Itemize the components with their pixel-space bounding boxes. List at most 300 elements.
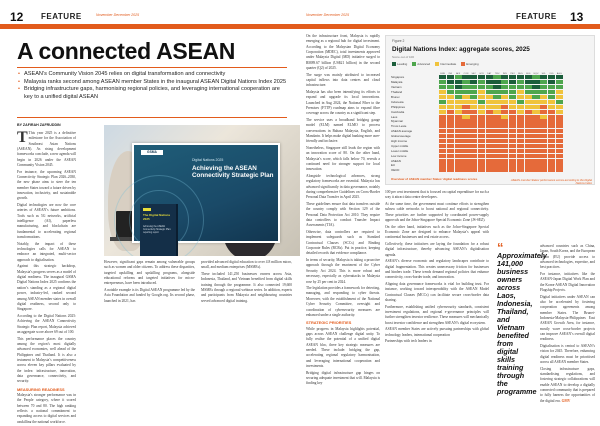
heatmap-cell bbox=[525, 80, 532, 84]
heatmap-cell bbox=[532, 80, 539, 84]
heatmap-cell bbox=[540, 154, 547, 158]
paragraph: Closing infrastructure gaps, standardising regulations, and fostering strategic collaborations will enable ASEAN to develop a digitally connected community that is prepared to fully harness the opportunities of the digital era. bbox=[540, 366, 595, 403]
heatmap-cell bbox=[525, 95, 532, 99]
heatmap-cell bbox=[462, 100, 469, 104]
heatmap-cell bbox=[548, 90, 555, 94]
heatmap-cell bbox=[470, 85, 477, 89]
heatmap-cell bbox=[517, 90, 524, 94]
heatmap-cell bbox=[501, 163, 508, 167]
heatmap-row bbox=[391, 163, 591, 168]
heatmap-column-label: DIG bbox=[549, 73, 554, 75]
heatmap-cell bbox=[540, 144, 547, 148]
heatmap-row bbox=[391, 119, 591, 124]
heatmap-cell bbox=[478, 75, 485, 79]
heatmap-cell bbox=[556, 95, 563, 99]
heatmap-cell bbox=[493, 163, 500, 167]
heatmap-cell bbox=[548, 115, 555, 119]
heatmap-cell bbox=[517, 139, 524, 143]
heatmap-cell bbox=[501, 105, 508, 109]
heatmap-row bbox=[391, 134, 591, 139]
heatmap-row bbox=[391, 129, 591, 134]
heatmap-row-label: Indonesia bbox=[391, 99, 404, 104]
heatmap-cell bbox=[532, 75, 539, 79]
heatmap-cell bbox=[525, 75, 532, 79]
heatmap-cell bbox=[462, 154, 469, 158]
paragraph: ASEAN’s diverse economic and regulatory landscapes contribute to digital fragmentation. This creates unnecessary friction for businesses and hinders trade. These trends demand regional policies that enhance connectivity, cross-border trade, and innovation. bbox=[385, 259, 489, 280]
heatmap-cell bbox=[532, 115, 539, 119]
heatmap-cell bbox=[556, 129, 563, 133]
heatmap-cell bbox=[439, 129, 446, 133]
heatmap-cell bbox=[509, 90, 516, 94]
heatmap-cell bbox=[439, 100, 446, 104]
heatmap-row bbox=[391, 104, 591, 109]
heatmap-cell bbox=[509, 134, 516, 138]
heatmap-cell bbox=[556, 85, 563, 89]
heatmap-cell bbox=[532, 110, 539, 114]
heatmap-cell bbox=[486, 105, 493, 109]
heatmap-cell bbox=[439, 95, 446, 99]
heatmap-column-label: INN bbox=[502, 73, 507, 75]
heatmap-cell bbox=[439, 163, 446, 167]
paragraph: provided advanced digital education to over 4.8 million micro, small, and medium enterprises (MSMEs). bbox=[201, 260, 292, 270]
heatmap-cell bbox=[455, 119, 462, 123]
heatmap-cell bbox=[525, 139, 532, 143]
paragraph: The legislation provides a framework for detecting, managing, and responding to cyber threats. Moreover, with the establishment of the National Cyber Security Committee, oversight and coordination of cybersecurity measures are enhanced under a single authority. bbox=[306, 286, 380, 317]
heatmap-cell bbox=[556, 139, 563, 143]
heatmap-cell bbox=[470, 95, 477, 99]
heatmap-cell bbox=[525, 90, 532, 94]
heatmap-cell bbox=[486, 124, 493, 128]
heatmap-cell bbox=[486, 100, 493, 104]
heatmap-cell bbox=[447, 80, 454, 84]
heatmap-cell bbox=[493, 115, 500, 119]
heatmap-cell bbox=[548, 110, 555, 114]
heatmap-cell bbox=[548, 85, 555, 89]
heatmap-cell bbox=[548, 159, 555, 163]
heatmap-cell bbox=[486, 159, 493, 163]
heatmap-cell bbox=[548, 95, 555, 99]
heatmap-cell bbox=[493, 134, 500, 138]
heatmap-cell bbox=[548, 105, 555, 109]
paragraph: These guidelines ensure that data transfers outside the country comply with Section 129 of the Personal Data Protection Act 2010. They require data controllers to conduct Transfer Impact Assessments (TIA). bbox=[306, 202, 380, 228]
heatmap-cell bbox=[517, 100, 524, 104]
heatmap-column-label: GOV bbox=[479, 73, 484, 75]
heatmap-cell bbox=[447, 100, 454, 104]
heatmap-cell bbox=[478, 119, 485, 123]
heatmap-cell bbox=[493, 154, 500, 158]
heatmap-cell bbox=[532, 154, 539, 158]
heatmap-cell bbox=[556, 119, 563, 123]
heatmap-cell bbox=[517, 154, 524, 158]
heatmap-column-label: EQU bbox=[533, 73, 539, 75]
heatmap-cell bbox=[548, 139, 555, 143]
heatmap-cell bbox=[556, 100, 563, 104]
heatmap-cell bbox=[532, 100, 539, 104]
heatmap-cell bbox=[532, 119, 539, 123]
heatmap-cell bbox=[501, 85, 508, 89]
heatmap-row-label: Low income bbox=[391, 153, 407, 158]
heatmap-cell bbox=[517, 144, 524, 148]
heatmap-cell bbox=[455, 124, 462, 128]
heatmap-cell bbox=[525, 110, 532, 114]
heatmap-cell bbox=[525, 115, 532, 119]
heatmap-cell bbox=[455, 115, 462, 119]
heatmap-cell bbox=[478, 90, 485, 94]
heatmap-cell bbox=[470, 105, 477, 109]
heatmap-cell bbox=[509, 159, 516, 163]
legend-label: Emerging bbox=[466, 62, 479, 66]
heatmap-cell bbox=[462, 75, 469, 79]
heatmap-cell bbox=[478, 115, 485, 119]
heatmap-row bbox=[391, 90, 591, 95]
heatmap-cell bbox=[540, 80, 547, 84]
legend-swatch bbox=[412, 62, 416, 66]
heatmap-cell bbox=[455, 110, 462, 114]
section-label: FEATURE bbox=[41, 12, 82, 21]
heatmap-cell bbox=[532, 129, 539, 133]
paragraph: On the other hand, initiatives such as the Johor-Singapore Special Economic Zone are designed to enhance Malaysia’s appeal with continental businesses and real estate access. bbox=[385, 224, 489, 240]
heatmap-row bbox=[391, 124, 591, 129]
heatmap-cell bbox=[548, 149, 555, 153]
heatmap-cell bbox=[462, 85, 469, 89]
heatmap-cell bbox=[517, 75, 524, 79]
heatmap-row-label: High income bbox=[391, 139, 408, 144]
heatmap-cell bbox=[517, 95, 524, 99]
page-number: 13 bbox=[570, 10, 584, 24]
paragraph: A notable example is its Digital ASEAN programme led by the Asia Foundation and funded by Google.org. Its second phase, launched in 2021, has bbox=[104, 288, 195, 303]
heatmap-cell bbox=[486, 154, 493, 158]
heatmap-column-label: INF bbox=[448, 73, 453, 75]
heatmap-cell bbox=[470, 159, 477, 163]
body-column-1 bbox=[17, 131, 76, 423]
heatmap-cell bbox=[532, 85, 539, 89]
heatmap-cell bbox=[540, 100, 547, 104]
heatmap-cell bbox=[478, 168, 485, 172]
heatmap-cell bbox=[462, 144, 469, 148]
figure-label: Figure 2 bbox=[392, 39, 405, 43]
heatmap-cell bbox=[501, 129, 508, 133]
heatmap-row-label: Vietnam bbox=[391, 85, 402, 90]
heatmap-cell bbox=[470, 154, 477, 158]
heatmap-cell bbox=[509, 100, 516, 104]
heatmap-cell bbox=[439, 110, 446, 114]
key-points bbox=[17, 67, 287, 118]
heatmap-cell bbox=[493, 95, 500, 99]
heatmap-cell bbox=[509, 80, 516, 84]
heatmap-cell bbox=[447, 159, 454, 163]
heatmap-row-label: Myanmar bbox=[391, 119, 404, 124]
heatmap-cell bbox=[509, 149, 516, 153]
heatmap-cell bbox=[462, 134, 469, 138]
figure-legend bbox=[392, 62, 479, 66]
heatmap-cell bbox=[532, 144, 539, 148]
heatmap-row-label: Upper middle bbox=[391, 143, 409, 148]
body-column-2 bbox=[104, 260, 195, 422]
heatmap-cell bbox=[509, 85, 516, 89]
heatmap-column-label: BUS bbox=[518, 73, 523, 75]
heatmap-cell bbox=[486, 144, 493, 148]
heatmap-cell bbox=[470, 168, 477, 172]
heatmap-cell bbox=[540, 163, 547, 167]
paragraph: advanced countries such as China, Japan, South Korea, and the European Union (EU) provide access to advanced technologies, expertise, and best practices. bbox=[540, 244, 595, 270]
heatmap-cell bbox=[540, 134, 547, 138]
heatmap-cell bbox=[517, 119, 524, 123]
heatmap-cell bbox=[478, 139, 485, 143]
paragraph: Otherwise, data controllers are required to implement safeguards such as Standard Contractual Clauses (SCCs) and Binding Corporate Rules (BCRs). Put in practice, keeping detailed records that evidence compliance. bbox=[306, 230, 380, 256]
heatmap-cell bbox=[493, 168, 500, 172]
heatmap-cell bbox=[517, 105, 524, 109]
heatmap-cell bbox=[509, 95, 516, 99]
heatmap-row bbox=[391, 85, 591, 90]
heatmap-cell bbox=[455, 144, 462, 148]
paragraph: Partnerships with tech leaders in bbox=[385, 339, 432, 344]
heatmap-cell bbox=[470, 100, 477, 104]
heatmap-cell bbox=[439, 134, 446, 138]
heatmap-cell bbox=[478, 95, 485, 99]
heatmap-cell bbox=[439, 80, 446, 84]
pull-quote-text: Approximately 141,000 business owners across Laos, Indonesia, Thailand, and Vietnam benefited from digital skills training through the programme bbox=[497, 251, 547, 396]
heatmap-column-label: TRU bbox=[494, 73, 500, 75]
heatmap-cell bbox=[439, 90, 446, 94]
heatmap-cell bbox=[493, 129, 500, 133]
heatmap-cell bbox=[455, 134, 462, 138]
heatmap-cell bbox=[540, 159, 547, 163]
heatmap-cell bbox=[447, 129, 454, 133]
heatmap-cell bbox=[439, 105, 446, 109]
heatmap-cell bbox=[556, 154, 563, 158]
heatmap-cell bbox=[439, 124, 446, 128]
paragraph: Digitalisation is central to ASEAN’s vision for 2045. Therefore, enhancing digital readiness must be prioritised across all ASEAN member States. bbox=[540, 344, 595, 365]
paragraph: These included 141,250 businesses owners across Asia, Indonesia, Thailand, and Vietnam benefited from digital skills training through the programme. It also connected 19,600 MSMEs through a regional webinar series. In addition, experts and participants from Malaysia and neighbouring countries served advanced digital training. bbox=[201, 271, 292, 303]
heatmap-cell bbox=[486, 149, 493, 153]
header-rule bbox=[0, 24, 300, 29]
figure-note: ASEAN member States’ performance scores according to the Digital Nations Index bbox=[510, 179, 592, 185]
heatmap-column-label: SUS bbox=[525, 73, 531, 75]
heatmap-cell bbox=[486, 80, 493, 84]
heatmap-row-label: Thailand bbox=[391, 90, 403, 95]
heatmap-cell bbox=[517, 85, 524, 89]
byline: BY ZAFIRAH ZAFRUDDIN bbox=[17, 123, 61, 127]
heatmap-cell bbox=[462, 168, 469, 172]
heatmap-cell bbox=[548, 124, 555, 128]
key-point: • ASEAN’s Community Vision 2045 relies on digital transformation and connectivity bbox=[17, 71, 287, 79]
pull-quote bbox=[497, 240, 547, 396]
heatmap-cell bbox=[501, 144, 508, 148]
heatmap-cell bbox=[556, 80, 563, 84]
heatmap-cell bbox=[525, 168, 532, 172]
heatmap-row bbox=[391, 109, 591, 114]
heatmap-cell bbox=[525, 159, 532, 163]
heatmap-cell bbox=[455, 163, 462, 167]
heatmap-cell bbox=[455, 95, 462, 99]
heatmap-cell bbox=[455, 75, 462, 79]
heatmap-cell bbox=[470, 90, 477, 94]
heatmap-cell bbox=[462, 124, 469, 128]
paragraph: The service uses a broadband bridging gauge model (ELM) named ELMO to process conversations in Bahasa Malaysia, English, and Mandarin. It helps make digital banking more user-friendly and inclusive. bbox=[306, 118, 380, 144]
heatmap-cell bbox=[509, 115, 516, 119]
heatmap-cell bbox=[532, 139, 539, 143]
score-heatmap bbox=[391, 70, 591, 173]
key-point: • Malaysia ranks second among ASEAN member States in the inaugural ASEAN Digital Nations Index 2025 bbox=[17, 79, 287, 87]
heatmap-cell bbox=[532, 95, 539, 99]
heatmap-row-label: Timor-Leste bbox=[391, 124, 407, 129]
heatmap-cell bbox=[509, 139, 516, 143]
heatmap-row-label: OECD bbox=[391, 168, 400, 173]
booklet-title: The Digital Nations 2025 bbox=[143, 213, 171, 221]
heatmap-cell bbox=[462, 129, 469, 133]
heatmap-cell bbox=[501, 100, 508, 104]
heatmap-cell bbox=[439, 154, 446, 158]
heatmap-cell bbox=[439, 119, 446, 123]
heatmap-cell bbox=[486, 95, 493, 99]
heatmap-cell bbox=[540, 149, 547, 153]
heatmap-cell bbox=[501, 168, 508, 172]
figure-title: Digital Nations Index: aggregate scores, 2025 bbox=[392, 46, 530, 53]
heatmap-cell bbox=[462, 163, 469, 167]
heatmap-cell bbox=[556, 124, 563, 128]
heatmap-cell bbox=[462, 95, 469, 99]
heatmap-cell bbox=[455, 105, 462, 109]
heatmap-cell bbox=[525, 119, 532, 123]
legend-swatch bbox=[392, 62, 396, 66]
heatmap-cell bbox=[548, 134, 555, 138]
heatmap-cell bbox=[462, 110, 469, 114]
heatmap-cell bbox=[540, 115, 547, 119]
heatmap-cell bbox=[525, 149, 532, 153]
paragraph: On the infrastructure front, Malaysia is rapidly emerging as a regional hub for digital investment. According to the Malaysian Digital Economy Corporation (MDEC), total investments approved under Malaysia Digital (MD) initiative surged to RM89.67 billion (US$21 billion) in the second quarter (Q2) of 2025. bbox=[306, 34, 380, 71]
paragraph: This year 2025 is a definitive milestone for the Association of Southeast Asian Nations (ASEAN). As rising development frameworks conclude, a new agenda will begin in 2026 under the ASEAN Community Vision 2045. bbox=[17, 131, 76, 168]
quote-mark-icon: “ bbox=[497, 240, 504, 255]
paragraph: Digital technologies are now the core arteries of ASEAN’s future ambitions. Tools such as 5G networks, artificial intelligence (AI), paperless manufacturing, and blockchain are fundamental to accelerating regional transformations. bbox=[17, 203, 76, 240]
heatmap-row bbox=[391, 148, 591, 153]
paragraph: Notably, the impact of these technologies calls for ASEAN to embrace an integrated, multi-sector approach to digitalisation. bbox=[17, 241, 76, 262]
heatmap-row-label: ASEAN average bbox=[391, 129, 413, 134]
paragraph: While progress in Malaysia highlights potential, gaps across ASEAN challenge digital unity. To fully realise the potential of a unified digital ASEAN bloc, there key strategic measures are needed. These include: bridging the gap, accelerating regional regulatory harmonisation, and leveraging international cooperation and investments. bbox=[306, 326, 380, 368]
heatmap-cell bbox=[525, 163, 532, 167]
heatmap-cell bbox=[486, 139, 493, 143]
end-mark: GMV bbox=[561, 398, 571, 403]
heatmap-row-label: Global average bbox=[391, 134, 411, 139]
heatmap-cell bbox=[455, 100, 462, 104]
heatmap-cell bbox=[447, 95, 454, 99]
heatmap-cell bbox=[455, 139, 462, 143]
heatmap-cell bbox=[470, 129, 477, 133]
heatmap-cell bbox=[540, 129, 547, 133]
heatmap-cell bbox=[556, 168, 563, 172]
heatmap-cell bbox=[501, 154, 508, 158]
heatmap-cell bbox=[486, 134, 493, 138]
gsma-logo: GSMA bbox=[141, 150, 163, 155]
heatmap-cell bbox=[470, 134, 477, 138]
heatmap-cell bbox=[548, 163, 555, 167]
heatmap-cell bbox=[556, 115, 563, 119]
heatmap-cell bbox=[470, 80, 477, 84]
heatmap-cell bbox=[470, 124, 477, 128]
heatmap-cell bbox=[447, 168, 454, 172]
drop-cap: T bbox=[17, 131, 28, 146]
heatmap-cell bbox=[509, 75, 516, 79]
heatmap-cell bbox=[525, 129, 532, 133]
heatmap-cell bbox=[501, 80, 508, 84]
heatmap-cell bbox=[540, 85, 547, 89]
report-title: Achieving the ASEAN Connectivity Strategic Plan bbox=[192, 165, 274, 180]
heatmap-cell bbox=[439, 168, 446, 172]
heatmap-cell bbox=[501, 90, 508, 94]
legend-label: Intermediate bbox=[440, 62, 457, 66]
paragraph: ASEAN member States are actively pursuing partnerships with global technology leaders, international cooperation bbox=[385, 327, 489, 337]
heatmap-row-label: Malaysia bbox=[391, 80, 403, 85]
heatmap-cell bbox=[540, 168, 547, 172]
heatmap-cell bbox=[525, 154, 532, 158]
heatmap-cell bbox=[470, 119, 477, 123]
issue-date: November December 2025 bbox=[96, 13, 140, 17]
paragraph: Against this strategic backdrop, Malaysia’s progress serves as a model of digital readiness. The inaugural GSMA Digital Nations Index 2025 confirms the nation’s standing as a regional digital power, industry-led, ranked second among ASEAN member states in overall digital readiness, second only to Singapore. bbox=[17, 264, 76, 312]
heatmap-cell bbox=[517, 168, 524, 172]
heatmap-cell bbox=[501, 149, 508, 153]
heatmap-cell bbox=[470, 149, 477, 153]
report-cover bbox=[132, 143, 280, 243]
report-booklet bbox=[140, 204, 178, 256]
heatmap-cell bbox=[470, 115, 477, 119]
heatmap-cell bbox=[470, 75, 477, 79]
heatmap-cell bbox=[509, 168, 516, 172]
heatmap-cell bbox=[447, 75, 454, 79]
paragraph: Nonetheless, Singapore still leads the region with an innovation score of 80. On the other hand, Malaysia’s score, which falls below 70, reveals a continued need for stronger support for local innovation. bbox=[306, 146, 380, 172]
right-page bbox=[300, 0, 600, 426]
heatmap-cell bbox=[532, 90, 539, 94]
heatmap-cell bbox=[462, 115, 469, 119]
heatmap-cell bbox=[478, 149, 485, 153]
heatmap-cell bbox=[509, 154, 516, 158]
heatmap-cell bbox=[517, 80, 524, 84]
heatmap-cell bbox=[447, 144, 454, 148]
heatmap-cell bbox=[478, 80, 485, 84]
heatmap-cell bbox=[447, 139, 454, 143]
heatmap-row bbox=[391, 153, 591, 158]
heatmap-cell bbox=[447, 149, 454, 153]
heatmap-cell bbox=[532, 168, 539, 172]
heatmap-row bbox=[391, 75, 591, 80]
heatmap-cell bbox=[455, 168, 462, 172]
heatmap-cell bbox=[501, 119, 508, 123]
heatmap-cell bbox=[493, 105, 500, 109]
body-column-1 bbox=[306, 34, 380, 422]
legend-label: Leading bbox=[397, 62, 408, 66]
heatmap-cell bbox=[548, 100, 555, 104]
heatmap-cell bbox=[470, 110, 477, 114]
heatmap-cell bbox=[501, 159, 508, 163]
key-point: • Bridging infrastructure gaps, harmonising regional policies, and leveraging international cooperation are key to a unified digital ASEAN bbox=[17, 86, 287, 101]
heatmap-cell bbox=[462, 159, 469, 163]
heatmap-cell bbox=[486, 75, 493, 79]
heatmap-cell bbox=[486, 119, 493, 123]
heatmap-cell bbox=[439, 85, 446, 89]
index-figure bbox=[385, 35, 595, 185]
heatmap-row bbox=[391, 143, 591, 148]
heatmap-cell bbox=[548, 80, 555, 84]
page-number: 12 bbox=[10, 10, 24, 24]
heatmap-cell bbox=[493, 110, 500, 114]
heatmap-cell bbox=[486, 90, 493, 94]
heatmap-cell bbox=[501, 95, 508, 99]
heatmap-cell bbox=[447, 124, 454, 128]
heatmap-cell bbox=[517, 134, 524, 138]
heatmap-cell bbox=[540, 124, 547, 128]
heatmap-row bbox=[391, 168, 591, 173]
heatmap-cell bbox=[548, 144, 555, 148]
heatmap-cell bbox=[517, 115, 524, 119]
heatmap-cell bbox=[509, 163, 516, 167]
